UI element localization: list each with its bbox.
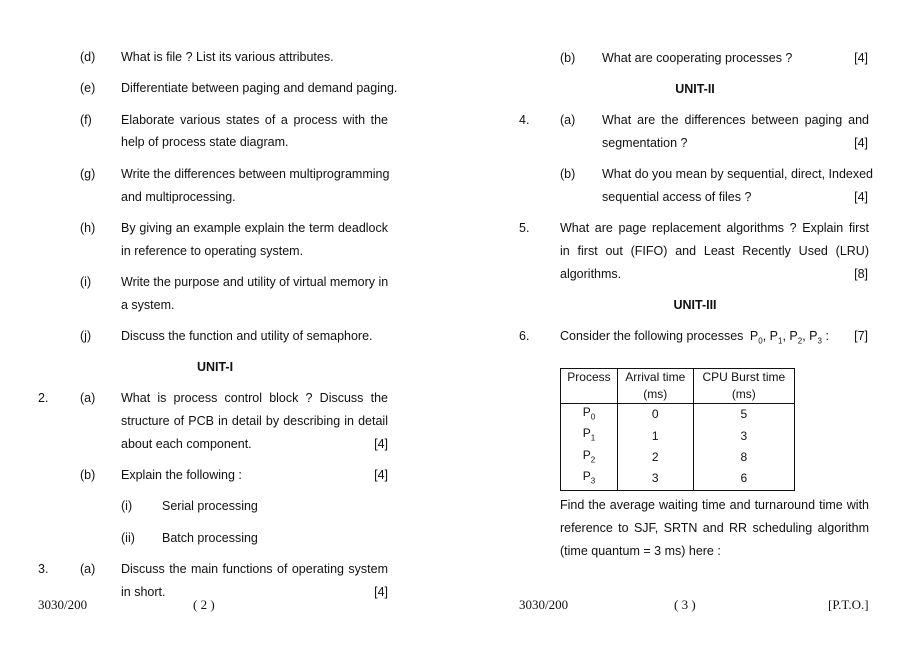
q2-a-line2: structure of PCB in detail by describing in detail [121, 414, 388, 428]
q1-g-line1: Write the differences between multiprogramming [121, 167, 390, 181]
q3-b-label: (b) [560, 51, 576, 65]
q6-intro-text: Consider the following processes [560, 329, 744, 343]
q5-line3: algorithms. [560, 267, 622, 281]
q2-b-i-label: (i) [121, 499, 133, 513]
table-cell-process: $P_1$ [582, 426, 596, 443]
q4-a-line2: segmentation ? [602, 136, 688, 150]
q4-b-label: (b) [560, 167, 576, 181]
q6-intro [560, 329, 829, 346]
table-header-burst [693, 369, 794, 404]
q5-line1: What are page replacement algorithms ? Explain first [560, 221, 869, 235]
q1-h-line2: in reference to operating system. [121, 244, 304, 258]
table-cell-arrival: 2 [617, 447, 693, 468]
q4-b-line1: What do you mean by sequential, direct, Indexed [602, 167, 873, 181]
left-footer-page: ( 2 ) [193, 597, 215, 612]
process-table [560, 368, 795, 491]
q1-d-text: What is file ? List its various attributes. [121, 50, 334, 64]
table-cell-process: $P_0$ [582, 405, 596, 422]
q1-g-line2: and multiprocessing. [121, 190, 236, 204]
q2-number: 2. [38, 391, 49, 405]
table-row [561, 468, 795, 490]
q2-a-label: (a) [80, 391, 96, 405]
q1-f-line2: help of process state diagram. [121, 135, 289, 149]
table-header-process [561, 369, 618, 404]
q1-e-label: (e) [80, 81, 96, 95]
q4-number: 4. [519, 113, 530, 127]
table-row [561, 447, 795, 468]
q4-b-marks: [4] [854, 190, 868, 204]
table-cell-arrival: 3 [617, 468, 693, 490]
q1-i-label: (i) [80, 275, 92, 289]
q4-a-label: (a) [560, 113, 576, 127]
q2-a-marks: [4] [374, 437, 388, 451]
table-header-row [561, 369, 795, 404]
q3-a-line1: Discuss the main functions of operating system [121, 562, 388, 576]
q1-f-label: (f) [80, 113, 92, 127]
table-cell-burst: 6 [693, 468, 794, 490]
header-burst-label: CPU Burst time [702, 370, 786, 384]
left-footer-code: 3030/200 [38, 597, 88, 612]
q3-a-line2: in short. [121, 585, 166, 599]
q5-line2: in first out (FIFO) and Least Recently Used (LRU) [560, 244, 869, 258]
table-cell-burst: 3 [693, 425, 794, 446]
q5-marks: [8] [854, 267, 868, 281]
table-cell-arrival: 0 [617, 404, 693, 426]
q4-b-line2: sequential access of files ? [602, 190, 752, 204]
q2-b-i-text: Serial processing [162, 499, 258, 513]
q6-number: 6. [519, 329, 530, 343]
q1-i-line1: Write the purpose and utility of virtual memory in [121, 275, 389, 289]
q1-j-text: Discuss the function and utility of semaphore. [121, 329, 373, 343]
q6-follow-line2: reference to SJF, SRTN and RR scheduling algorithm [560, 521, 869, 535]
q1-g-label: (g) [80, 167, 96, 181]
table-cell-burst: 8 [693, 447, 794, 468]
header-process-unit [564, 386, 614, 403]
q5-number: 5. [519, 221, 530, 235]
q3-a-marks: [4] [374, 585, 388, 599]
right-footer-code: 3030/200 [519, 597, 569, 612]
q3-b-text: What are cooperating processes ? [602, 51, 793, 65]
q2-a-line1: What is process control block ? Discuss the [121, 391, 388, 405]
table-body [561, 404, 795, 491]
q4-a-marks: [4] [854, 136, 868, 150]
q1-f-line1: Elaborate various states of a process with the [121, 113, 388, 127]
unit-2-heading: UNIT-II [675, 82, 715, 96]
table-cell-burst: 5 [693, 404, 794, 426]
q6-follow-line1: Find the average waiting time and turnaround time with [560, 498, 869, 512]
table-row [561, 404, 795, 426]
header-burst-unit: (ms) [731, 387, 756, 401]
q1-j-label: (j) [80, 329, 92, 343]
q3-number: 3. [38, 562, 49, 576]
unit-3-heading: UNIT-III [673, 298, 717, 312]
q1-d-label: (d) [80, 50, 96, 64]
table-row [561, 425, 795, 446]
table-cell-process: $P_3$ [582, 469, 596, 486]
q2-b-label: (b) [80, 468, 96, 482]
q2-b-text: Explain the following : [121, 468, 242, 482]
header-arrival-unit: (ms) [643, 387, 668, 401]
unit-1-heading: UNIT-I [196, 360, 234, 374]
right-footer-pto: [P.T.O.] [828, 597, 869, 612]
table-cell-process: $P_2$ [582, 447, 596, 465]
q1-i-line2: a system. [121, 298, 175, 312]
q1-h-label: (h) [80, 221, 96, 235]
q6-marks: [7] [854, 329, 868, 343]
q3-a-label: (a) [80, 562, 96, 576]
header-process-label: Process [567, 370, 611, 384]
header-arrival-label: Arrival time [625, 370, 686, 384]
q3-b-marks: [4] [854, 51, 868, 65]
q2-a-line3: about each component. [121, 437, 252, 451]
q2-b-marks: [4] [374, 468, 388, 482]
table-cell-arrival: 1 [617, 425, 693, 446]
q6-process-list: $P_0$, $P_1$, $P_2$, $P_3$ : [749, 329, 829, 346]
q2-b-ii-text: Batch processing [162, 531, 258, 545]
table-header-arrival [617, 369, 693, 404]
q1-h-line1: By giving an example explain the term deadlock [121, 221, 388, 235]
q6-follow-line3: (time quantum = 3 ms) here : [560, 544, 721, 558]
q4-a-line1: What are the differences between paging and [602, 113, 869, 127]
right-footer-page: ( 3 ) [674, 597, 696, 612]
q1-e-text: Differentiate between paging and demand paging. [121, 81, 398, 95]
q2-b-ii-label: (ii) [121, 531, 135, 545]
